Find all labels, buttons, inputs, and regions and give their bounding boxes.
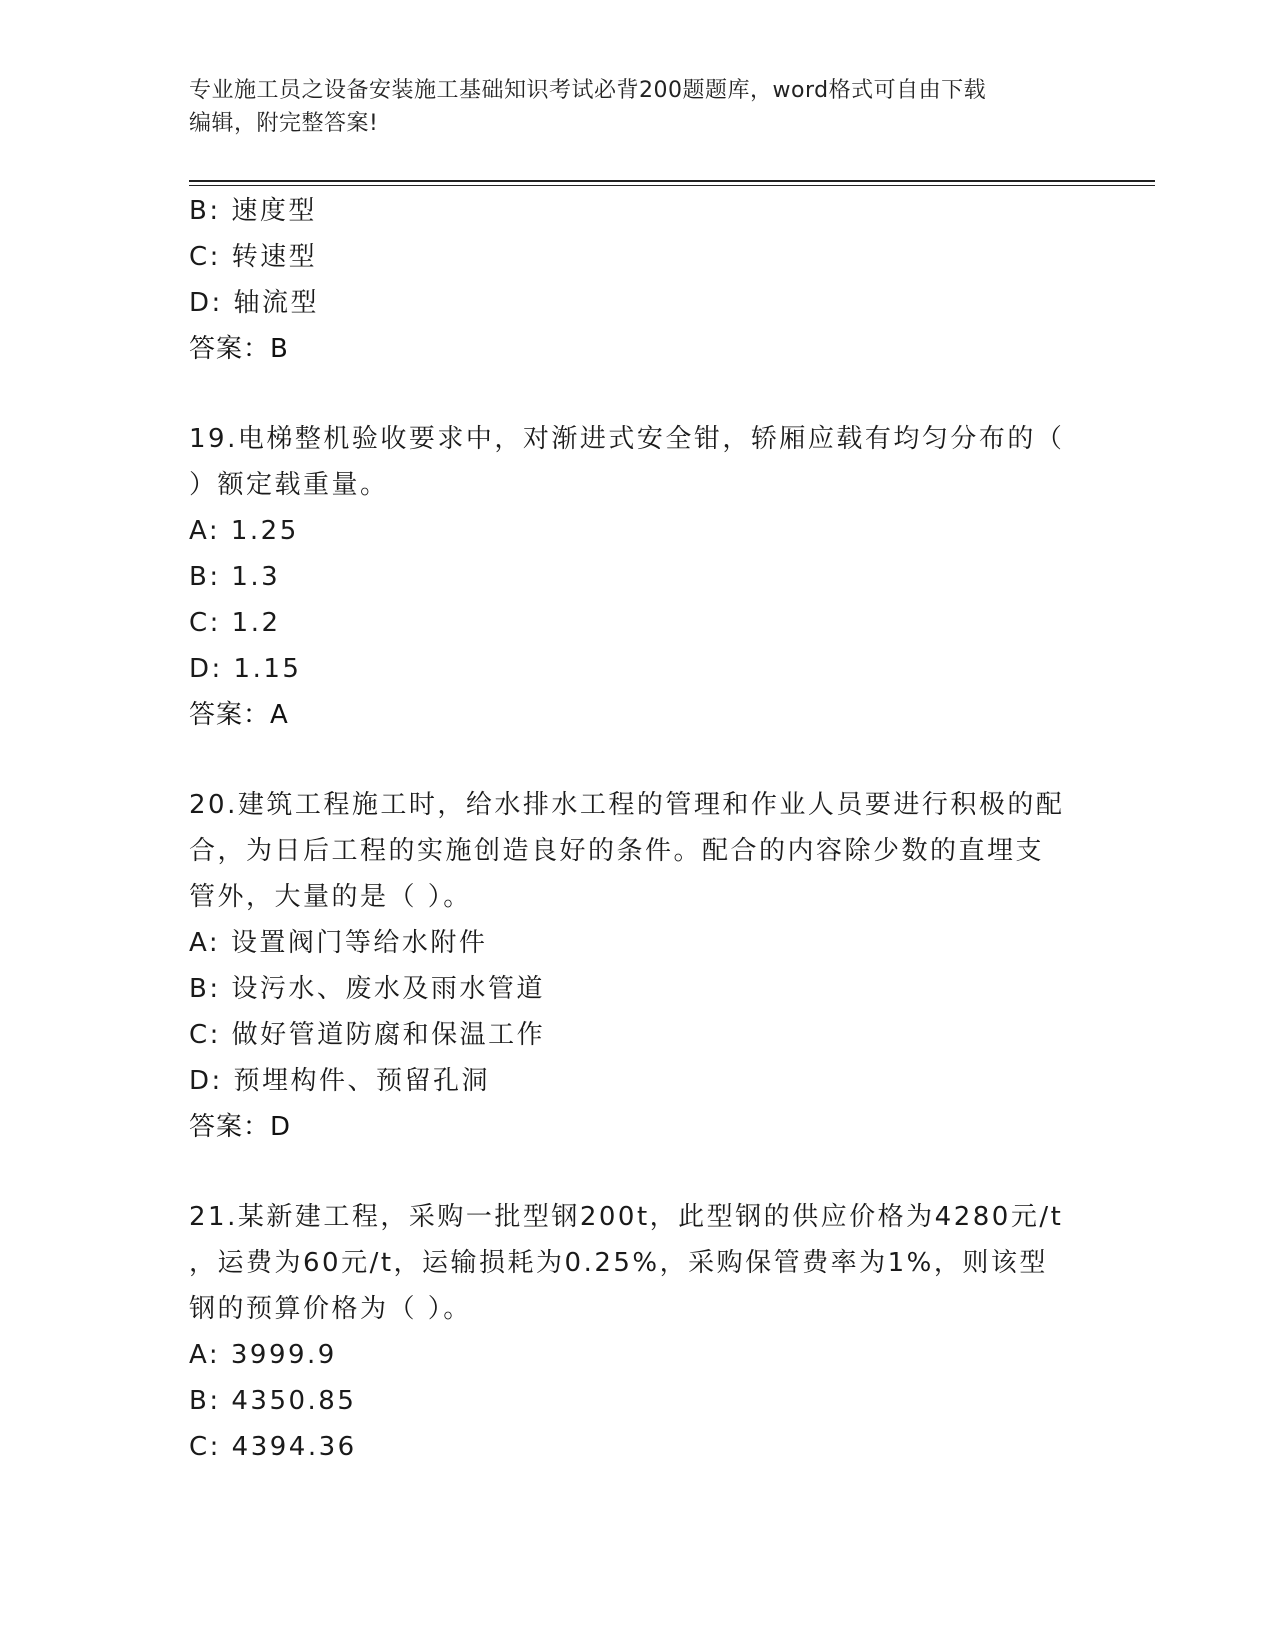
option-c: C: 做好管道防腐和保温工作	[189, 1020, 546, 1050]
question-text-line: 钢的预算价格为（ ）。	[189, 1294, 472, 1324]
document-body	[189, 188, 1089, 1470]
answer: 答案：D	[189, 1112, 292, 1142]
question-text-line: 管外，大量的是（ ）。	[189, 882, 472, 912]
option-c: C: 4394.36	[189, 1432, 357, 1462]
question-text-line: 合，为日后工程的实施创造良好的条件。配合的内容除少数的直埋支	[189, 836, 1045, 866]
question-20	[189, 782, 1089, 1150]
question-text-line: ，运费为60元/t，运输损耗为0.25%，采购保管费率为1%，则该型	[189, 1248, 1048, 1278]
option-b: B: 速度型	[189, 196, 317, 226]
question-text-line: 19.电梯整机验收要求中，对渐进式安全钳，轿厢应载有均匀分布的（	[189, 424, 1065, 454]
document-header	[189, 74, 1089, 140]
option-b: B: 设污水、废水及雨水管道	[189, 974, 545, 1004]
header-line-1: 专业施工员之设备安装施工基础知识考试必背200题题库，word格式可自由下载	[189, 78, 987, 103]
option-c: C: 1.2	[189, 608, 281, 638]
option-b: B: 4350.85	[189, 1386, 357, 1416]
answer: 答案：B	[189, 334, 289, 364]
header-divider-thin	[189, 185, 1155, 186]
question-text-line: 21.某新建工程，采购一批型钢200t，此型钢的供应价格为4280元/t	[189, 1202, 1064, 1232]
question-18	[189, 188, 1089, 372]
question-text-line: ）额定载重量。	[189, 470, 389, 500]
answer: 答案：A	[189, 700, 289, 730]
question-21	[189, 1194, 1089, 1470]
option-a: A: 设置阀门等给水附件	[189, 928, 488, 958]
header-line-2: 编辑，附完整答案!	[189, 111, 379, 136]
option-b: B: 1.3	[189, 562, 281, 592]
option-d: D: 轴流型	[189, 288, 320, 318]
header-divider-thick	[189, 180, 1155, 182]
option-c: C: 转速型	[189, 242, 318, 272]
question-text-line: 20.建筑工程施工时，给水排水工程的管理和作业人员要进行积极的配	[189, 790, 1065, 820]
option-a: A: 3999.9	[189, 1340, 337, 1370]
option-a: A: 1.25	[189, 516, 299, 546]
option-d: D: 1.15	[189, 654, 302, 684]
option-d: D: 预埋构件、预留孔洞	[189, 1066, 491, 1096]
question-19	[189, 416, 1089, 738]
